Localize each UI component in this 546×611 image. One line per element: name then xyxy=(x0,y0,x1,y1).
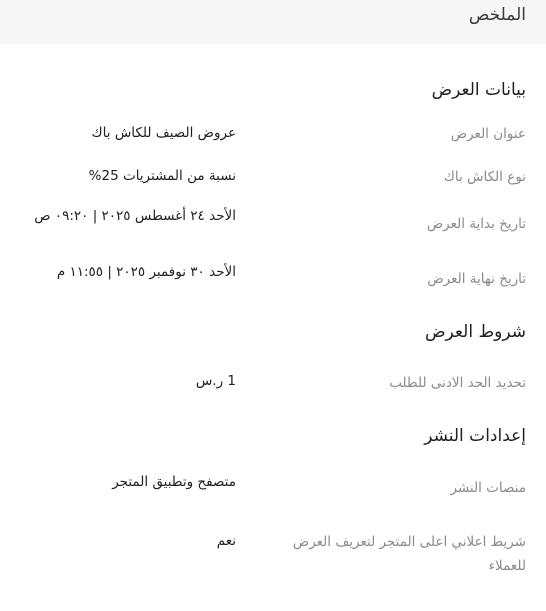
start-date-value: الأحد ٢٤ أغسطس ٢٠٢٥ | ٠٩:٢٠ ص xyxy=(34,208,236,224)
publish-platforms-label: منصات النشر xyxy=(450,480,526,496)
end-date-value: الأحد ٣٠ نوفمبر ٢٠٢٥ | ١١:٥٥ م xyxy=(56,264,236,280)
ad-banner-value: نعم xyxy=(216,533,236,549)
end-date-label: تاريخ نهاية العرض xyxy=(427,271,526,287)
offer-title-value: عروض الصيف للكاش باك xyxy=(91,125,236,141)
cashback-type-label: نوع الكاش باك xyxy=(443,169,526,185)
cashback-type-value: نسبة من المشتريات 25% xyxy=(88,168,236,184)
offer-title-label: عنوان العرض xyxy=(450,126,526,142)
summary-header xyxy=(0,0,546,44)
summary-title: الملخص xyxy=(468,5,526,25)
publish-settings-section-title: إعدادات النشر xyxy=(424,426,526,446)
offer-data-section-title: بيانات العرض xyxy=(431,80,526,100)
ad-banner-label: شريط اعلاني اعلى المتجر لتعريف العرض للعملاء xyxy=(292,534,526,574)
start-date-label: تاريخ بداية العرض xyxy=(426,216,526,232)
offer-terms-section-title: شروط العرض xyxy=(425,322,526,342)
min-order-label: تحديد الحد الادنى للطلب xyxy=(389,375,526,391)
min-order-value: 1 ر.س xyxy=(195,373,236,389)
publish-platforms-value: متصفح وتطبيق المتجر xyxy=(112,474,236,490)
